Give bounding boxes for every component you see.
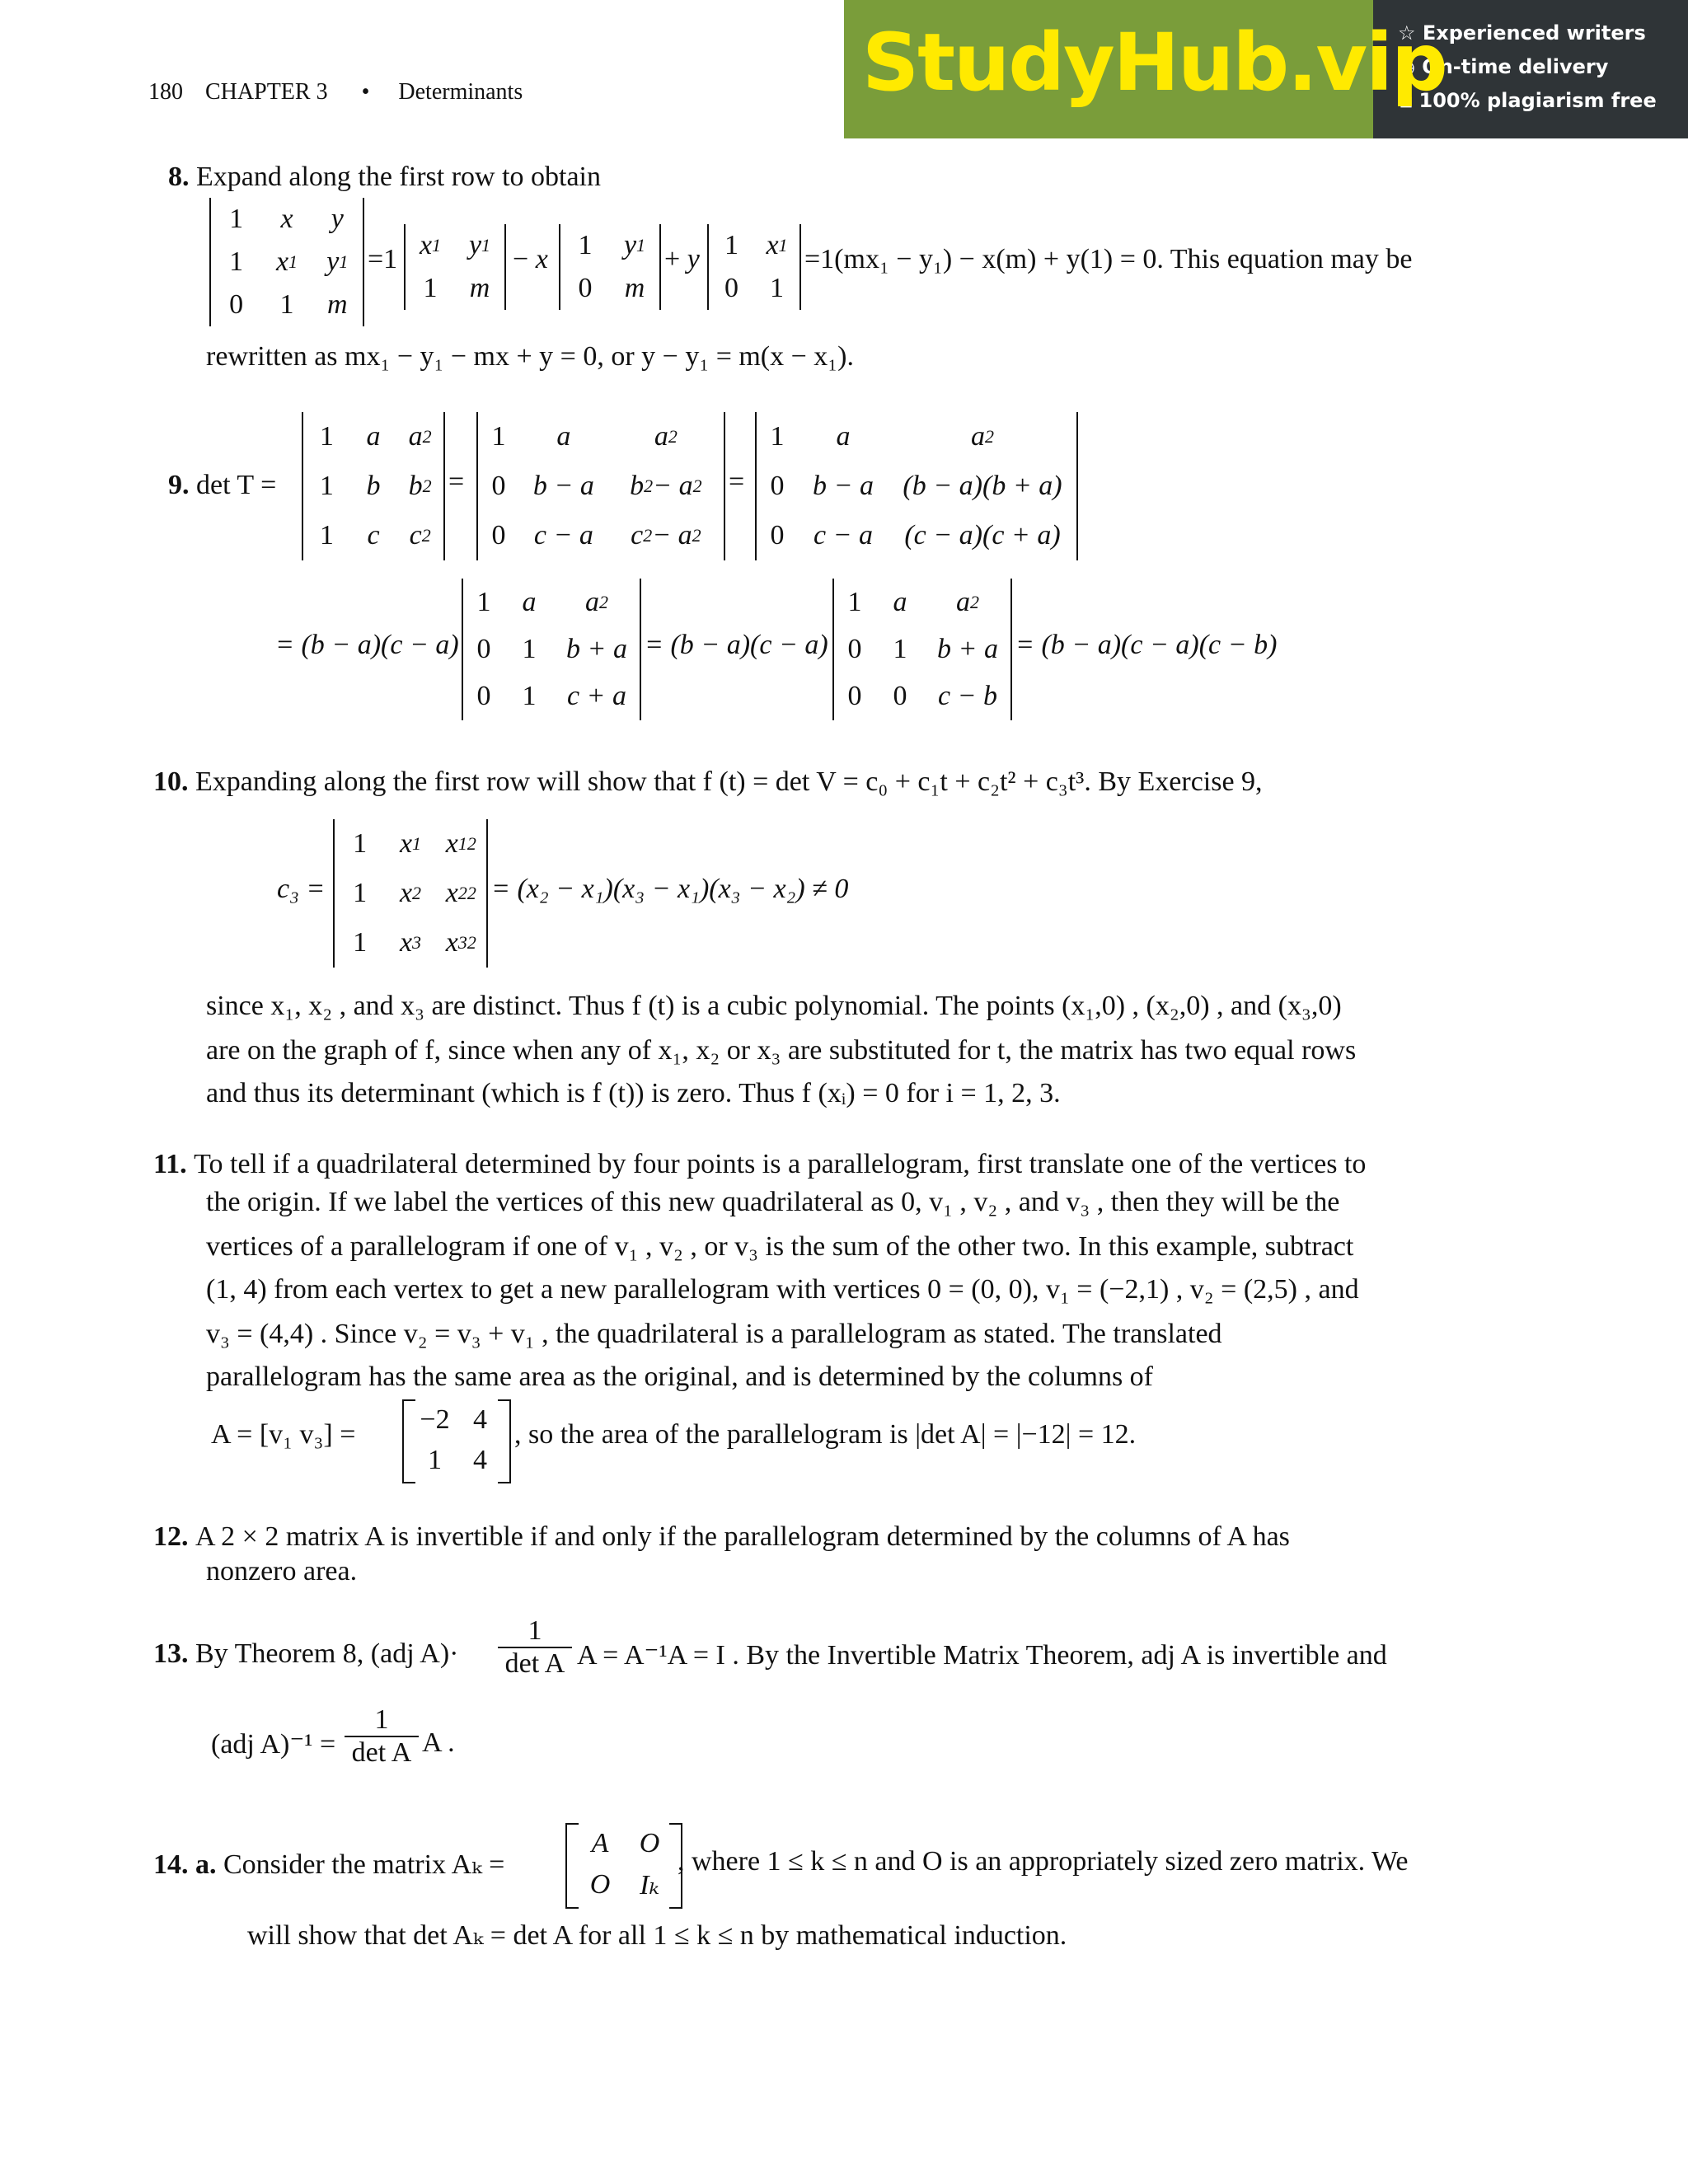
ex9-det-c: 1 a a 2 0 b − a (b − a)(b + a) 0 c − a (c − a)(c + a) (755, 412, 1078, 560)
ex11-m11: −2 (420, 1404, 450, 1435)
ex10-vandermonde: 1 x 1 x 1 2 1 x 2 x 2 2 1 x 3 x 3 2 (333, 819, 488, 968)
tagline-plagiarism: ⧉ 100% plagiarism free (1398, 89, 1657, 112)
ex14-pre: Consider the matrix Aₖ = (223, 1849, 505, 1880)
ex14-block-matrix (575, 1823, 674, 1905)
ex9-lhs: det T = (196, 470, 277, 500)
ex10-line-2: are on the graph of f, since when any of x₁, x₂ or x₃ are substituted for t, the matrix has two equal rows (206, 1035, 1357, 1066)
ex14-number: 14 (153, 1849, 181, 1880)
ex10-line-1: since x₁, x₂ , and x₃ are distinct. Thus f (t) is a cubic polynomial. The points (x₁,0) , (x₂,0) , and (x₃,0) (206, 991, 1342, 1021)
ex14-post: , where 1 ≤ k ≤ n and O is an appropriately sized zero matrix. We (678, 1846, 1409, 1877)
ex9-lhs-line: 9. det T = (168, 470, 277, 500)
ex10-line-3: and thus its determinant (which is f (t)) is zero. Thus f (xᵢ) = 0 for i = 1, 2, 3. (206, 1078, 1061, 1108)
ex14-m21: O (589, 1869, 611, 1900)
ex9-number: 9 (168, 470, 182, 500)
ex11-m21: 1 (428, 1444, 442, 1475)
ex11-m22: 4 (473, 1444, 487, 1475)
ex11-line-4: (1, 4) from each vertex to get a new parallelogram with vertices 0 = (0, 0), v₁ = (−2,1) , v₂ = (2,5) , and (206, 1274, 1359, 1305)
page-number: 180 (148, 79, 183, 105)
ex8-det-3x3: 1 x y 1 x 1 y 1 0 1 m (209, 198, 364, 326)
ex13-inv-post: A . (422, 1727, 455, 1758)
ex8-expansion: =1(mx₁ − y₁) − x(m) + y(1) = 0. This equation may be (804, 244, 1413, 274)
ex8-intro: Expand along the first row to obtain (196, 162, 602, 192)
ex9-factor-1: = (b − a)(c − a) (275, 630, 459, 660)
ex11-line-3: vertices of a parallelogram if one of v₁ , v₂ , or v₃ is the sum of the other two. In this example, subtract (206, 1231, 1354, 1262)
ex9-det-b: 1 a a 2 0 b − a b 2 − a 2 0 c − a c 2 − a 2 (476, 412, 725, 560)
ex13-fraction (498, 1615, 572, 1680)
ex9-result: = (b − a)(c − a)(c − b) (1015, 630, 1278, 660)
ex14-line-2: will show that det Aₖ = det A for all 1 ≤ k ≤ n by mathematical induction. (247, 1920, 1067, 1951)
ex8-minus-x: − x (513, 244, 548, 274)
ex14-m22: Iₖ (640, 1870, 659, 1900)
ex12-line-1: 12. A 2 × 2 matrix A is invertible if and only if the parallelogram determined by the columns of A has (153, 1521, 1290, 1552)
ex8-eq1: =1 (368, 244, 398, 274)
ex11-m12: 4 (473, 1404, 487, 1435)
ex10-c3: c₃ = (277, 874, 326, 904)
ex14-part: a (195, 1849, 209, 1880)
ex14-m11: A (591, 1828, 609, 1858)
ex13-frac2-num: 1 (374, 1704, 389, 1735)
ex8-intro-line: 8. Expand along the first row to obtain (168, 162, 602, 192)
ex13-frac-num: 1 (528, 1615, 542, 1646)
ex13-frac2-den: det A (345, 1736, 419, 1769)
ex9-eq-b: = (729, 466, 745, 497)
ex12-text-1: A 2 × 2 matrix A is invertible if and only if the parallelogram determined by the columns of A has (195, 1521, 1290, 1552)
ex8-plus-y: + y (664, 244, 700, 274)
ex8-minor-1: x 1 y 1 1 m (404, 224, 506, 310)
ex14-line-1: 14. a. Consider the matrix Aₖ = (153, 1849, 505, 1880)
ex9-det-d: 1 a a 2 0 1 b + a 0 1 c + a (462, 579, 641, 720)
running-head (148, 79, 539, 105)
ex9-factor-2: = (b − a)(c − a) (645, 630, 828, 660)
ex11-line-6: parallelogram has the same area as the original, and is determined by the columns of (206, 1361, 1153, 1392)
ex8-number: 8 (168, 162, 182, 192)
ex13-line-1: 13. By Theorem 8, (adj A)· (153, 1638, 459, 1669)
ex11-area: , so the area of the parallelogram is |det A| = |−12| = 12. (514, 1419, 1137, 1450)
studyhub-banner[interactable] (844, 0, 1688, 138)
ex11-matrix (412, 1399, 503, 1480)
ex13-fraction-2 (345, 1704, 419, 1769)
ex14-m12: O (639, 1828, 660, 1858)
ex10-number: 10 (153, 766, 181, 797)
ex10-product: = (x₂ − x₁)(x₃ − x₁)(x₃ − x₂) ≠ 0 (491, 874, 849, 904)
ex11-bracket-right (498, 1399, 511, 1483)
ex11-number: 11 (153, 1149, 181, 1179)
studyhub-logo: StudyHub.vip (862, 16, 1447, 109)
ex8-minor-2: 1 y 1 0 m (559, 224, 661, 310)
ex11-text-1: To tell if a quadrilateral determined by four points is a parallelogram, first translate one of the vertices to (194, 1149, 1367, 1179)
ex8-minor-3: 1 x 1 0 1 (707, 224, 801, 310)
ex9-det-e: 1 a a 2 0 1 b + a 0 0 c − b (832, 579, 1012, 720)
ex9-eq-a: = (448, 466, 465, 497)
banner-logo-panel (844, 0, 1447, 138)
ex12-line-2: nonzero area. (206, 1556, 358, 1586)
ex8-rewritten: rewritten as mx₁ − y₁ − mx + y = 0, or y − y₁ = m(x − x₁). (206, 341, 854, 372)
ex11-matrix-lhs: A = [v₁ v₃] = (211, 1419, 356, 1450)
ex11-line-1: 11. To tell if a quadrilateral determined by four points is a parallelogram, first translate one of the vertices to (153, 1149, 1367, 1179)
section-title: Determinants (398, 79, 523, 105)
ex10-intro-line: 10. Expanding along the first row will show that f (t) = det V = c₀ + c₁t + c₂t² + c₃t³. By Exercise 9, (153, 766, 1263, 797)
ex13-post: A = A⁻¹A = I . By the Invertible Matrix Theorem, adj A is invertible and (577, 1640, 1387, 1671)
ex13-inv-lhs: (adj A)⁻¹ = (211, 1729, 336, 1760)
ex11-line-5: v₃ = (4,4) . Since v₂ = v₃ + v₁ , the quadrilateral is a parallelogram as stated. The translated (206, 1319, 1222, 1349)
ex12-number: 12 (153, 1521, 181, 1552)
ex13-number: 13 (153, 1638, 181, 1669)
ex13-pre: By Theorem 8, (adj A)· (195, 1638, 459, 1669)
ex11-line-2: the origin. If we label the vertices of this new quadrilateral as 0, v₁ , v₂ , and v₃ , then they will be the (206, 1187, 1340, 1217)
ex13-frac-den: det A (498, 1647, 572, 1680)
chapter-label: CHAPTER 3 (205, 79, 328, 105)
tagline-ontime: ◷ On-time delivery (1398, 55, 1609, 78)
ex9-det-a: 1 a a 2 1 b b 2 1 c c 2 (302, 412, 445, 560)
ex10-intro: Expanding along the first row will show that f (t) = det V = c₀ + c₁t + c₂t² + c₃t³. By Exercise 9, (195, 766, 1263, 797)
tagline-experienced: ☆ Experienced writers (1398, 21, 1646, 45)
bullet: • (361, 79, 370, 105)
